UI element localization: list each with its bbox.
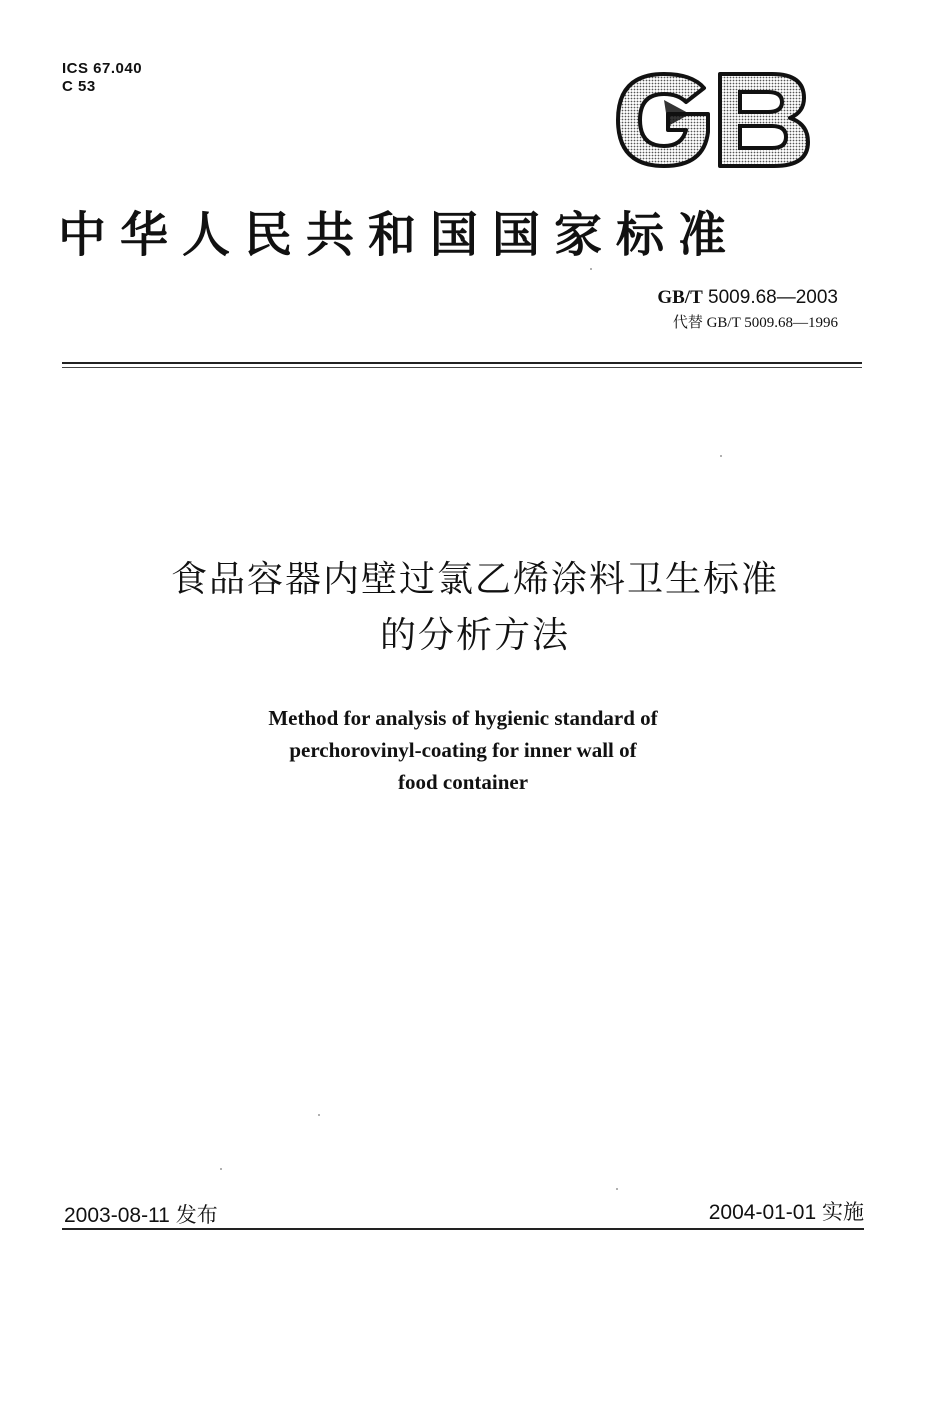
implementation-date xyxy=(709,1196,864,1226)
replaces-number: GB/T 5009.68—1996 xyxy=(706,315,838,331)
standard-number xyxy=(657,287,838,309)
document-title-en xyxy=(0,702,926,798)
footer-divider xyxy=(62,1228,864,1230)
implementation-date-label: 实施 xyxy=(822,1201,864,1224)
title-en-line-3: food container xyxy=(397,770,529,794)
scan-speck xyxy=(616,1188,618,1190)
scan-speck xyxy=(220,1168,222,1170)
classification-codes xyxy=(62,60,142,96)
document-title-cn xyxy=(0,552,950,664)
ics-code: ICS 67.040 xyxy=(62,60,143,77)
implementation-date-value: 2004-01-01 xyxy=(708,1201,817,1224)
issue-date xyxy=(64,1199,218,1229)
replaces-standard xyxy=(673,311,838,332)
title-en-line-1: Method for analysis of hygienic standard of xyxy=(268,706,658,730)
title-cn-line-2: 的分析方法 xyxy=(379,615,570,656)
title-en-line-2: perchorovinyl-coating for inner wall of xyxy=(289,738,637,762)
replaces-label: 代替 xyxy=(672,315,703,331)
issue-date-value: 2003-08-11 xyxy=(64,1204,170,1227)
standard-number-value: 5009.68—2003 xyxy=(708,287,838,308)
issue-date-label: 发布 xyxy=(175,1204,218,1227)
scan-speck xyxy=(720,455,722,457)
header-divider xyxy=(62,362,862,364)
national-standard-title: 中华人民共和国国家标准 xyxy=(58,207,741,263)
header-divider-thin xyxy=(62,367,862,368)
ccs-code: C 53 xyxy=(62,78,96,95)
title-cn-line-1: 食品容器内壁过氯乙烯涂料卫生标准 xyxy=(170,559,779,600)
standard-number-prefix: GB/T xyxy=(657,287,703,308)
scan-speck xyxy=(590,268,592,270)
gb-national-standard-logo xyxy=(612,70,812,170)
scan-speck xyxy=(318,1114,320,1116)
